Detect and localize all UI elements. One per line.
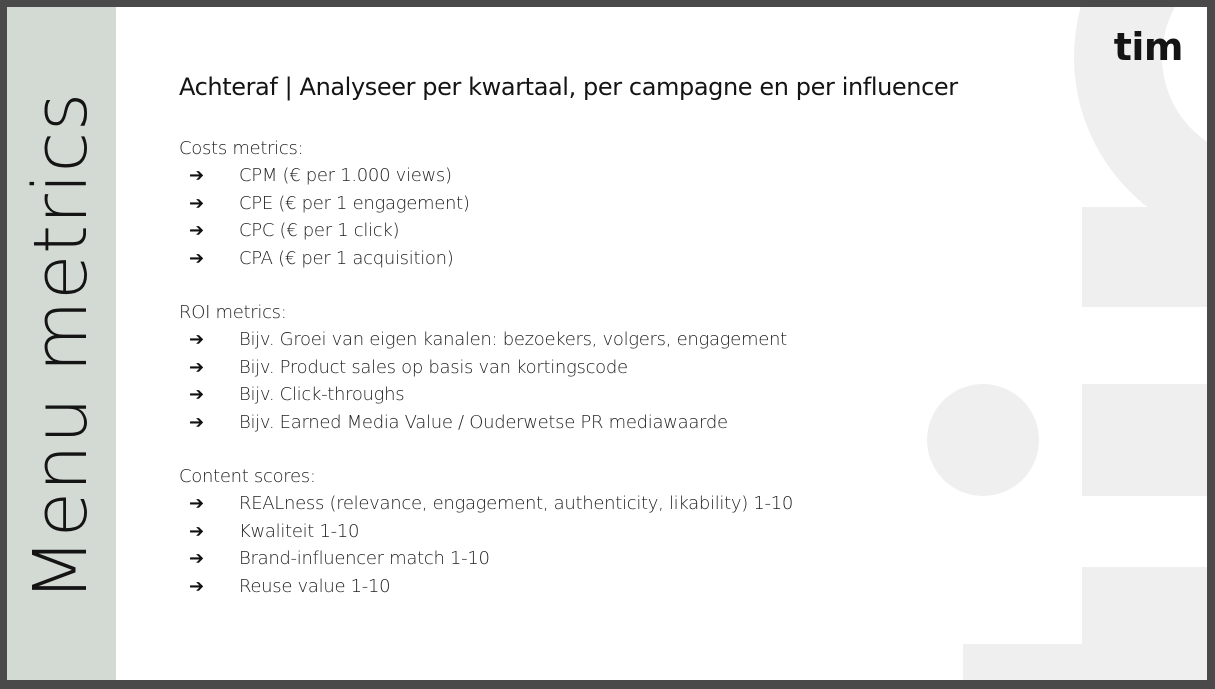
list-item (179, 490, 793, 518)
list-item-text: CPE (€ per 1 engagement) (239, 192, 470, 214)
decorative-shape (1082, 384, 1207, 496)
sidebar (7, 7, 116, 680)
arrow-icon: ➔ (189, 493, 205, 515)
list-item-text: REALness (relevance, engagement, authenticity, likability) 1-10 (239, 493, 794, 515)
decorative-shape (1082, 207, 1207, 307)
section-title: ROI metrics: (179, 302, 287, 323)
list-item-text: Bijv. Earned Media Value / Ouderwetse PR mediawaarde (239, 411, 728, 433)
list-item (179, 381, 793, 409)
list-item (179, 518, 793, 546)
section-costs-metrics (179, 135, 793, 272)
section-title: Costs metrics: (179, 138, 304, 159)
list-item-text: Reuse value 1-10 (239, 575, 391, 597)
arrow-icon: ➔ (189, 356, 205, 378)
section-title: Content scores: (179, 466, 316, 487)
list-item (179, 190, 793, 218)
list-item (179, 245, 793, 273)
arrow-icon: ➔ (189, 520, 205, 542)
list-item-text: Bijv. Click-throughs (239, 384, 405, 406)
list-item-text: CPC (€ per 1 click) (239, 220, 400, 242)
sidebar-title: Menu metrics (18, 92, 104, 602)
list-item-text: CPA (€ per 1 acquisition) (239, 247, 454, 269)
list-item (179, 409, 793, 437)
arrow-icon: ➔ (189, 192, 205, 214)
list-item (179, 217, 793, 245)
arrow-icon: ➔ (189, 384, 205, 406)
arrow-icon: ➔ (189, 165, 205, 187)
section-roi-metrics (179, 299, 793, 436)
list-item-text: Kwaliteit 1-10 (239, 520, 360, 542)
slide-heading: Achteraf | Analyseer per kwartaal, per campagne en per influencer (179, 73, 958, 101)
decorative-shape (963, 644, 1207, 680)
metrics-content (179, 135, 793, 627)
arrow-icon: ➔ (189, 575, 205, 597)
section-content-scores (179, 463, 793, 600)
slide (7, 7, 1207, 680)
decorative-dot (927, 384, 1039, 496)
arrow-icon: ➔ (189, 548, 205, 570)
list-item-text: CPM (€ per 1.000 views) (239, 165, 452, 187)
brand-logo: tim (1113, 25, 1183, 69)
arrow-icon: ➔ (189, 220, 205, 242)
list-item (179, 573, 793, 601)
list-item (179, 545, 793, 573)
arrow-icon: ➔ (189, 247, 205, 269)
list-item-text: Bijv. Groei van eigen kanalen: bezoekers, volgers, engagement (239, 329, 787, 351)
arrow-icon: ➔ (189, 411, 205, 433)
list-item-text: Bijv. Product sales op basis van kortingscode (239, 356, 628, 378)
list-item (179, 326, 793, 354)
arrow-icon: ➔ (189, 329, 205, 351)
list-item-text: Brand-influencer match 1-10 (239, 548, 490, 570)
list-item (179, 354, 793, 382)
list-item (179, 162, 793, 190)
